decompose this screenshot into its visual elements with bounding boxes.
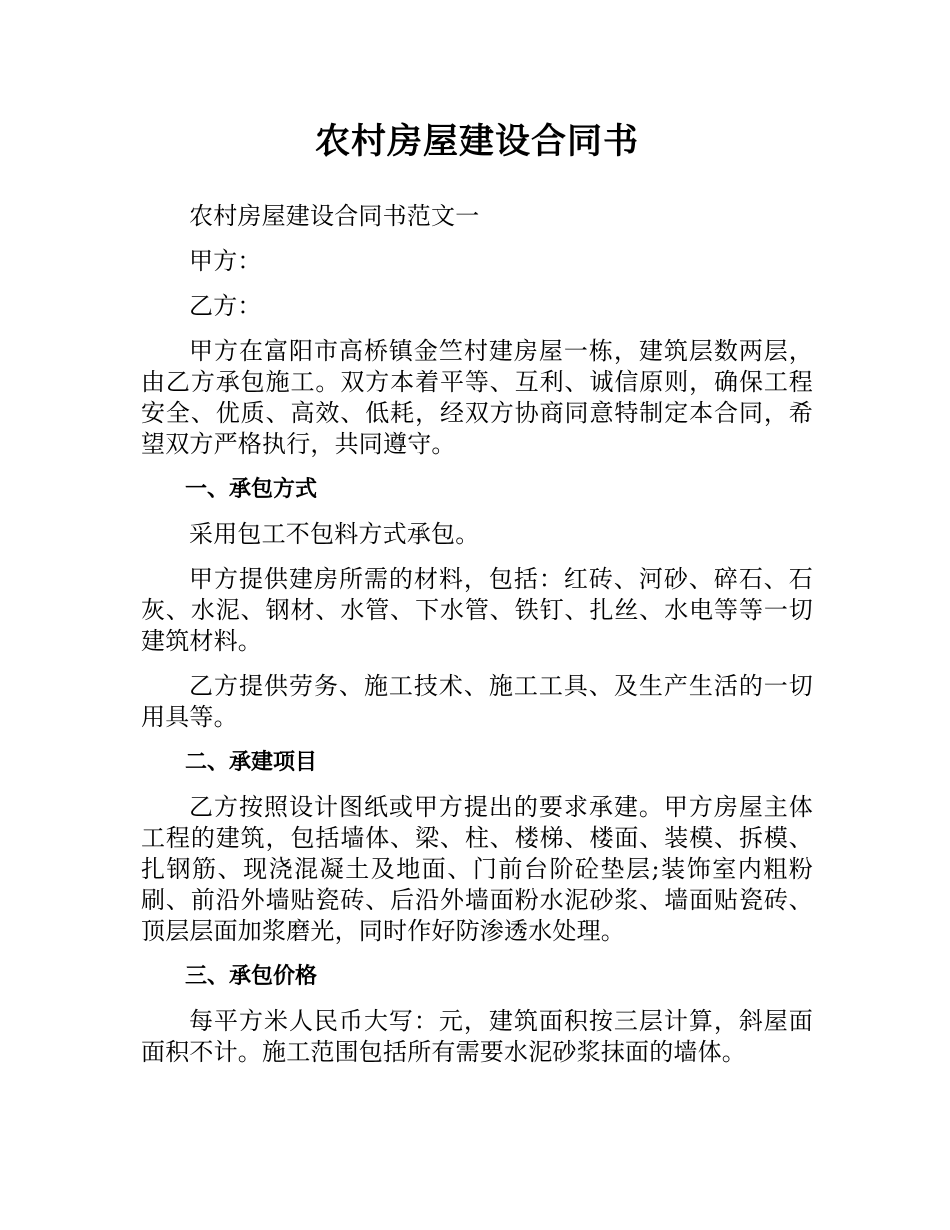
paragraph-subtitle: 农村房屋建设合同书范文一 <box>189 202 480 230</box>
section-paragraph: 甲方提供建房所需的材料，包括：红砖、河砂、碎石、石灰、水泥、钢材、水管、下水管、铁钉、扎丝、水电等等一切建筑材料。 <box>141 565 813 655</box>
section-paragraph: 每平方米人民币大写：元，建筑面积按三层计算，斜屋面面积不计。施工范围包括所有需要水泥砂浆抹面的墙体。 <box>141 1007 813 1066</box>
paragraph-intro: 甲方在富阳市高桥镇金竺村建房屋一栋，建筑层数两层，由乙方承包施工。双方本着平等、互利、诚信原则，确保工程安全、优质、高效、低耗，经双方协商同意特制定本合同，希望双方严格执行，共同遵守。 <box>141 337 813 458</box>
paragraph-party-b: 乙方： <box>189 292 262 320</box>
document-title: 农村房屋建设合同书 <box>314 122 639 162</box>
section-heading-contract-method: 一、承包方式 <box>185 477 318 502</box>
document-body <box>141 201 813 1082</box>
section-paragraph: 乙方提供劳务、施工技术、施工工具、及生产生活的一切用具等。 <box>141 672 813 731</box>
section-paragraph: 采用包工不包料方式承包。 <box>189 520 480 548</box>
section-heading-contract-price: 三、承包价格 <box>185 964 318 989</box>
section-paragraph: 乙方按照设计图纸或甲方提出的要求承建。甲方房屋主体工程的建筑，包括墙体、梁、柱、楼梯、楼面、装模、拆模、扎钢筋、现浇混凝土及地面、门前台阶砼垫层;装饰室内粗粉刷、前沿外墙贴瓷砖、后沿外墙面粉水泥砂浆、墙面贴瓷砖、顶层层面加浆磨光，同时作好防渗透水处理。 <box>141 793 813 945</box>
paragraph-party-a: 甲方： <box>189 247 262 275</box>
section-heading-construction-items: 二、承建项目 <box>185 750 318 775</box>
